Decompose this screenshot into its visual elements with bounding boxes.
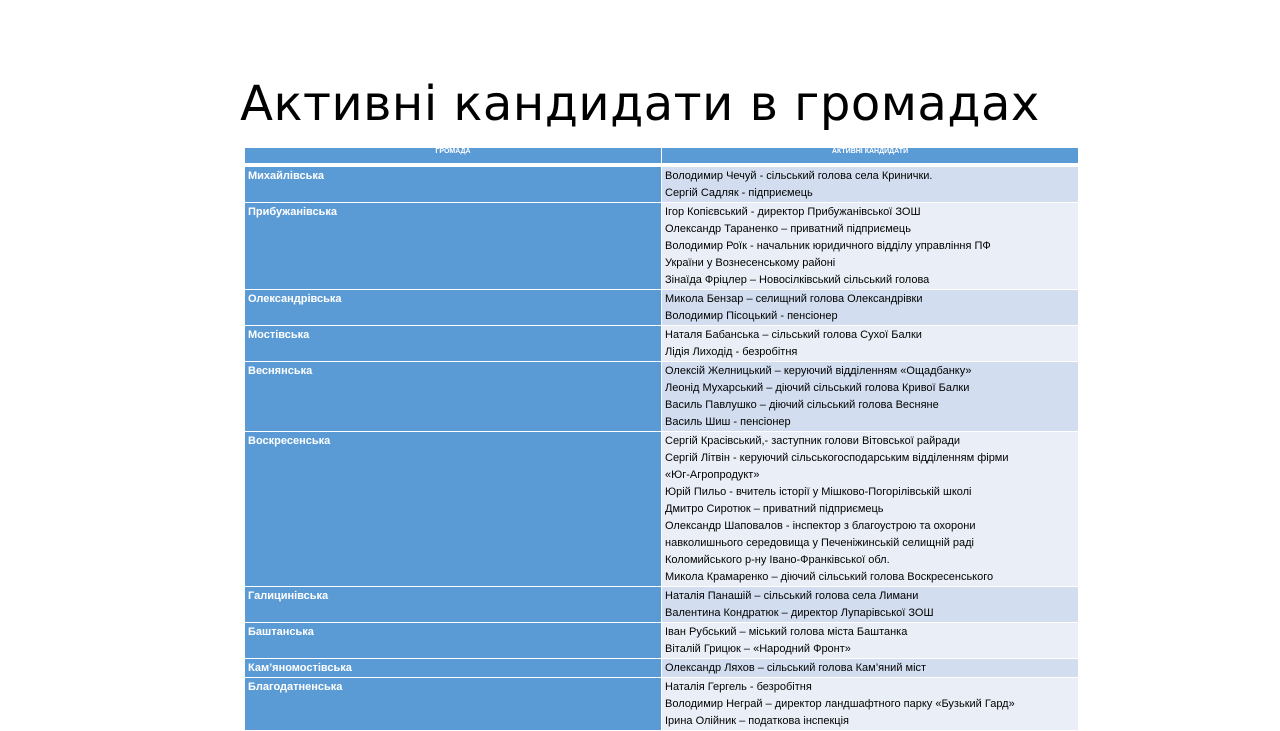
table-row	[245, 587, 1079, 623]
candidates-table	[244, 147, 1079, 731]
candidate-line: Валентина Кондратюк – директор Лупарівської ЗОШ	[665, 607, 934, 619]
candidate-line: Ірина Олійник – податкова інспекція	[665, 715, 849, 727]
candidate-line: Ігор Копієвський - директор Прибужанівської ЗОШ	[665, 206, 921, 218]
community-name: Галицинівська	[245, 587, 662, 623]
community-name: Олександрівська	[245, 290, 662, 326]
header-candidates: АКТИВНІ КАНДИДАТИ	[662, 148, 1079, 164]
community-name: Баштанська	[245, 623, 662, 659]
table-row	[245, 290, 1079, 326]
table-row	[245, 623, 1079, 659]
slide-title: Активні кандидати в громадах	[240, 76, 1040, 132]
candidate-line: навколишнього середовища у Печеніжинській селищній раді	[665, 537, 974, 549]
candidates-cell	[662, 203, 1079, 290]
candidate-line: Дмитро Сиротюк – приватний підприємець	[665, 503, 884, 515]
candidates-cell	[662, 678, 1079, 731]
community-name: Веснянська	[245, 362, 662, 432]
candidate-line: Наталя Бабанська – сільський голова Сухої Балки	[665, 329, 922, 341]
community-name: Прибужанівська	[245, 203, 662, 290]
candidate-line: Сергій Красівський,- заступник голови Вітовської райради	[665, 435, 961, 447]
table-row	[245, 362, 1079, 432]
candidate-line: Коломийського р-ну Івано-Франківської обл.	[665, 554, 890, 566]
candidate-line: «Юг-Агропродукт»	[665, 469, 760, 481]
table-row	[245, 678, 1079, 731]
candidate-line: Володимир Чечуй - сільський голова села Кринички.	[665, 170, 933, 182]
candidate-line: Віталій Грицюк – «Народний Фронт»	[665, 643, 851, 655]
candidate-line: Олександр Шаповалов - інспектор з благоустрою та охорони	[665, 520, 976, 532]
table-row	[245, 167, 1079, 203]
table-row	[245, 203, 1079, 290]
table-row	[245, 432, 1079, 587]
candidate-line: України у Вознесенському районі	[665, 257, 836, 269]
candidate-line: Сергій Садляк - підприємець	[665, 187, 813, 199]
candidate-line: Іван Рубський – міський голова міста Баштанка	[665, 626, 908, 638]
candidates-table-container	[244, 147, 1078, 727]
candidate-line: Микола Крамаренко – діючий сільський голова Воскресенського	[665, 571, 994, 583]
candidate-line: Володимир Роїк - начальник юридичного відділу управління ПФ	[665, 240, 991, 252]
table-header-row	[245, 148, 1079, 164]
candidate-line: Володимир Пісоцький - пенсіонер	[665, 310, 838, 322]
table-row	[245, 326, 1079, 362]
header-community: ГРОМАДА	[245, 148, 662, 164]
candidates-cell	[662, 623, 1079, 659]
candidates-cell	[662, 326, 1079, 362]
candidates-cell	[662, 659, 1079, 678]
candidate-line: Леонід Мухарський – діючий сільський голова Кривої Балки	[665, 382, 970, 394]
candidate-line: Олександр Тараненко – приватний підприємець	[665, 223, 911, 235]
candidate-line: Юрій Пильо - вчитель історії у Мішково-Погорілівській школі	[665, 486, 972, 498]
community-name: Кам’яномостівська	[245, 659, 662, 678]
candidate-line: Наталія Гергель - безробітня	[665, 681, 812, 693]
candidate-line: Олексій Желницький – керуючий відділенням «Ощадбанку»	[665, 365, 972, 377]
candidate-line: Сергій Літвін - керуючий сільськогосподарським відділенням фірми	[665, 452, 1009, 464]
candidate-line: Лідія Лиходід - безробітня	[665, 346, 798, 358]
community-name: Воскресенська	[245, 432, 662, 587]
table-row	[245, 659, 1079, 678]
candidates-cell	[662, 432, 1079, 587]
candidate-line: Олександр Ляхов – сільський голова Кам’яний міст	[665, 662, 927, 674]
community-name: Мостівська	[245, 326, 662, 362]
community-name: Благодатненська	[245, 678, 662, 731]
candidates-cell	[662, 167, 1079, 203]
candidates-cell	[662, 290, 1079, 326]
candidate-line: Василь Павлушко – діючий сільський голова Весняне	[665, 399, 939, 411]
candidate-line: Василь Шиш - пенсіонер	[665, 416, 791, 428]
candidate-line: Зінаїда Фріцлер – Новосілківський сільський голова	[665, 274, 930, 286]
community-name: Михайлівська	[245, 167, 662, 203]
candidate-line: Микола Бензар – селищний голова Олександрівки	[665, 293, 923, 305]
candidate-line: Володимир Неграй – директор ландшафтного парку «Бузький Гард»	[665, 698, 1015, 710]
candidate-line: Наталія Панашій – сільський голова села Лимани	[665, 590, 919, 602]
candidates-cell	[662, 362, 1079, 432]
candidates-cell	[662, 587, 1079, 623]
